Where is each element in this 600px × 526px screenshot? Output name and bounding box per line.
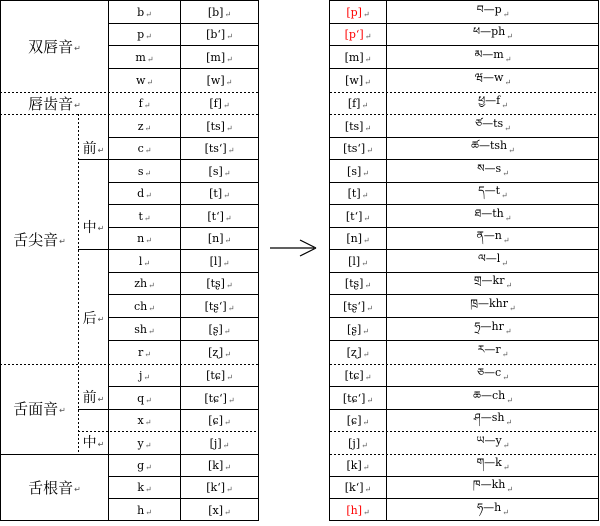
ipa-right-cell: [n] ↵ [346, 232, 370, 245]
ipa-symbol: [f] [209, 97, 222, 110]
ipa-symbol: [kʻ] [206, 481, 226, 494]
subcategory-label: 前 [82, 141, 97, 157]
category-label: 双唇音 [28, 38, 74, 56]
tibetan-cell: ཚ—tsh ↵ [387, 138, 599, 159]
latin-letter: zh [134, 277, 148, 290]
ipa-symbol: [tsʻ] [204, 142, 227, 155]
latin-letter: p [137, 28, 145, 41]
ipa-symbol: [w] [345, 74, 364, 87]
ipa-symbol: [ts] [344, 119, 364, 133]
ipa-left-cell: [ʐ] ↵ [208, 346, 231, 359]
subcategory-label: 中 [82, 435, 97, 451]
subcategory-label: 中 [82, 219, 97, 236]
ipa-symbol: [x] [208, 503, 224, 517]
ipa-symbol: [w] [206, 74, 225, 87]
ipa-left-cell: [w] ↵ [206, 74, 233, 87]
tibetan-mapping: ཅ—c [477, 366, 502, 379]
ipa-left-cell: [ɕ] ↵ [208, 414, 231, 427]
tibetan-mapping: ས—s [477, 161, 502, 175]
subcategory-middle: 中 ↵ [79, 182, 108, 271]
ipa-symbol: [l] [209, 254, 222, 268]
ipa-symbol: [b] [207, 5, 224, 19]
latin-cell: d ↵ [137, 187, 152, 200]
ipa-right-cell: [s] ↵ [347, 164, 369, 178]
ipa-symbol: [tɕʻ] [342, 391, 366, 405]
latin-letter: j [138, 369, 143, 382]
category-laminal: 舌面音 ↵ [13, 400, 66, 418]
tibetan-cell: མ—m ↵ [387, 46, 599, 68]
arrow-icon [270, 240, 316, 256]
latin-cell: l ↵ [138, 254, 151, 268]
ipa-symbol: [tʂ] [344, 277, 364, 290]
latin-letter: f [138, 97, 143, 110]
category-velar: 舌根音 ↵ [28, 478, 81, 497]
ipa-right-cell: [k] ↵ [346, 459, 370, 472]
latin-cell: r ↵ [138, 346, 151, 359]
latin-letter: ch [134, 299, 148, 313]
tibetan-mapping: ཝ—w [474, 71, 504, 84]
ipa-symbol: [p] [346, 5, 362, 19]
tibetan-cell: ལ—l ↵ [387, 250, 599, 272]
ipa-right-cell: [f] ↵ [347, 97, 369, 110]
ipa-right-cell: [p] ↵ [346, 5, 370, 19]
ipa-symbol: [k] [346, 459, 362, 472]
tibetan-mapping: ཐ—th [474, 206, 504, 220]
ipa-right-cell: [ɕ] ↵ [346, 414, 370, 427]
ipa-right-cell: [kʻ] ↵ [344, 481, 372, 494]
latin-letter: n [137, 232, 145, 245]
ipa-symbol: [tʂʻ] [343, 299, 366, 313]
latin-cell: f ↵ [138, 97, 151, 110]
ipa-left-cell: [ts] ↵ [206, 119, 233, 133]
tibetan-cell: ཕ—ph ↵ [387, 24, 599, 45]
ipa-right-cell: [tʂ] ↵ [344, 277, 372, 290]
ipa-symbol: [t] [347, 187, 361, 200]
tibetan-cell: ར—r ↵ [387, 341, 599, 364]
latin-cell: t ↵ [138, 209, 151, 223]
tibetan-cell: ཁྲ—khr ↵ [387, 295, 599, 317]
latin-cell: w ↵ [135, 74, 154, 87]
ipa-right-cell: [tɕ] ↵ [344, 369, 372, 382]
ipa-symbol: [n] [346, 232, 362, 245]
ipa-symbol: [s] [347, 164, 362, 178]
ipa-right-cell: [tʂʻ] ↵ [343, 299, 373, 313]
ipa-right-cell: [h] ↵ [346, 503, 370, 517]
ipa-right-cell: [l] ↵ [348, 254, 368, 268]
tibetan-cell: ཧྲ—hr ↵ [387, 318, 599, 340]
ipa-left-cell: [j] ↵ [209, 436, 230, 450]
tibetan-cell: ཤ—sh ↵ [387, 410, 599, 431]
tibetan-mapping: ཤ—sh [473, 411, 505, 424]
tibetan-mapping: ཙ—ts [475, 116, 504, 130]
ipa-left-cell: [s] ↵ [208, 164, 231, 178]
latin-letter: y [137, 436, 144, 450]
latin-letter: w [135, 74, 146, 87]
tibetan-cell: ཅ—c ↵ [387, 365, 599, 386]
ipa-right-cell: [tɕʻ] ↵ [342, 391, 374, 405]
tibetan-mapping: ད—t [478, 184, 501, 197]
tibetan-cell: ན—n ↵ [387, 228, 599, 249]
latin-cell: n ↵ [137, 232, 152, 245]
tibetan-cell: ཝ—w ↵ [387, 69, 599, 92]
ipa-left-cell: [t] ↵ [209, 187, 230, 200]
latin-cell: zh ↵ [134, 277, 155, 290]
latin-letter: h [137, 503, 145, 517]
tibetan-mapping: བ—p [476, 2, 502, 16]
latin-cell: c ↵ [137, 142, 152, 155]
latin-letter: s [137, 164, 144, 178]
ipa-symbol: [tʂʻ] [204, 299, 227, 313]
ipa-left-cell: [k] ↵ [208, 459, 231, 472]
latin-cell: y ↵ [137, 436, 152, 450]
tibetan-cell: གྲ—kr ↵ [387, 273, 599, 294]
latin-cell: p ↵ [137, 28, 152, 41]
tibetan-mapping: ན—n [476, 229, 502, 242]
latin-letter: r [138, 346, 144, 359]
ipa-right-cell: [pʻ] ↵ [344, 28, 372, 41]
ipa-symbol: [tɕ] [206, 369, 226, 382]
tibetan-mapping: གྲ—kr [473, 274, 505, 287]
ipa-right-cell: [tʻ] ↵ [345, 209, 371, 223]
ipa-symbol: [ʐ] [208, 346, 224, 359]
ipa-symbol: [t] [209, 187, 223, 200]
tibetan-cell: ད—t ↵ [387, 183, 599, 204]
ipa-symbol: [l] [348, 254, 361, 268]
latin-letter: q [137, 391, 145, 405]
ipa-symbol: [tsʻ] [343, 142, 366, 155]
ipa-left-cell: [f] ↵ [209, 97, 230, 110]
latin-letter: m [135, 50, 146, 64]
tibetan-mapping: ར—r [477, 343, 501, 356]
latin-letter: k [137, 481, 144, 494]
category-bilabial: 双唇音 ↵ [28, 38, 81, 56]
ipa-symbol: [ʂ] [347, 322, 362, 336]
tibetan-mapping: ཡ—y [476, 433, 502, 447]
tibetan-cell: ཙ—ts ↵ [387, 115, 599, 137]
ipa-symbol: [m] [206, 50, 226, 64]
ipa-symbol: [j] [209, 436, 222, 450]
latin-letter: l [138, 254, 143, 268]
latin-letter: d [137, 187, 145, 200]
ipa-left-cell: [tsʻ] ↵ [204, 142, 235, 155]
latin-cell: s ↵ [137, 164, 152, 178]
ipa-symbol: [j] [348, 436, 361, 450]
ipa-symbol: [kʻ] [344, 481, 364, 494]
ipa-left-cell: [tɕ] ↵ [206, 369, 233, 382]
ipa-symbol: [tʻ] [207, 209, 224, 223]
subcategory-front: 前 ↵ [79, 364, 108, 430]
category-label: 唇齿音 [28, 95, 74, 113]
latin-cell: sh ↵ [134, 322, 155, 336]
tibetan-mapping: ཕ—ph [473, 25, 506, 38]
tibetan-cell: ཐ—th ↵ [387, 205, 599, 227]
category-label: 舌根音 [28, 478, 74, 497]
ipa-left-cell: [x] ↵ [208, 503, 231, 517]
latin-letter: t [138, 209, 143, 223]
latin-letter: c [137, 142, 144, 155]
ipa-symbol: [ts] [206, 119, 225, 133]
tibetan-mapping: ཁ—kh [472, 478, 506, 491]
latin-letter: sh [134, 322, 148, 336]
ipa-left-cell: [n] ↵ [207, 232, 232, 245]
ipa-symbol: [ʐ] [346, 346, 362, 359]
ipa-left-cell: [kʻ] ↵ [206, 481, 233, 494]
tibetan-mapping: ཆ—ch [473, 388, 506, 402]
tibetan-cell: ཡ—y ↵ [387, 432, 599, 454]
category-label: 舌尖音 [13, 231, 59, 249]
tibetan-mapping: ཚ—tsh [471, 139, 508, 152]
ipa-symbol: [tɕ] [344, 369, 364, 382]
ipa-symbol: [ɕ] [208, 414, 224, 427]
tibetan-mapping: མ—m [474, 47, 504, 61]
ipa-symbol: [h] [346, 503, 362, 517]
ipa-right-cell: [j] ↵ [348, 436, 368, 450]
category-labiodental: 唇齿音 ↵ [28, 95, 81, 113]
ipa-symbol: [ʂ] [208, 322, 223, 336]
ipa-symbol: [tʂ] [206, 277, 225, 290]
tibetan-mapping: ཁྲ—khr [470, 296, 508, 310]
tibetan-cell: ཆ—ch ↵ [387, 387, 599, 409]
subcategory-front: 前 ↵ [79, 115, 108, 181]
latin-cell: h ↵ [137, 503, 152, 517]
ipa-left-cell: [b] ↵ [207, 5, 232, 19]
ipa-left-cell: [bʻ] ↵ [206, 28, 233, 41]
tibetan-mapping: ལ—l [478, 251, 501, 265]
ipa-left-cell: [l] ↵ [209, 254, 230, 268]
tibetan-cell: ག—k ↵ [387, 455, 599, 476]
tibetan-cell: ཁ—kh ↵ [387, 477, 599, 498]
tibetan-cell: ས—s ↵ [387, 160, 599, 182]
latin-letter: z [137, 119, 144, 133]
tibetan-mapping: ཧ—h [477, 500, 502, 514]
ipa-symbol: [f] [347, 97, 361, 110]
subcategory-middle: 中 ↵ [79, 431, 108, 453]
tibetan-mapping: ཧྲ—hr [474, 319, 504, 333]
latin-cell: x ↵ [137, 414, 152, 427]
ipa-right-cell: [w] ↵ [345, 74, 371, 87]
tibetan-cell: ཕྱ—f ↵ [387, 93, 599, 114]
tibetan-mapping: ག—k [476, 456, 502, 469]
ipa-left-cell: [tʂʻ] ↵ [204, 299, 235, 313]
ipa-left-cell: [tɕʻ] ↵ [204, 391, 235, 405]
ipa-symbol: [bʻ] [206, 28, 226, 41]
ipa-right-cell: [tsʻ] ↵ [343, 142, 373, 155]
ipa-symbol: [n] [207, 232, 224, 245]
latin-letter: g [137, 459, 145, 472]
ipa-symbol: [tɕʻ] [204, 391, 227, 405]
latin-cell: q ↵ [137, 391, 152, 405]
category-apical: 舌尖音 ↵ [13, 231, 66, 249]
latin-letter: b [137, 5, 145, 19]
ipa-symbol: [pʻ] [344, 28, 364, 41]
ipa-left-cell: [tʂ] ↵ [206, 277, 233, 290]
ipa-symbol: [ɕ] [346, 414, 362, 427]
ipa-symbol: [k] [208, 459, 224, 472]
ipa-right-cell: [ʂ] ↵ [347, 322, 369, 336]
ipa-right-cell: [ʐ] ↵ [346, 346, 370, 359]
latin-cell: j ↵ [138, 369, 151, 382]
ipa-symbol: [m] [344, 50, 364, 64]
ipa-right-cell: [m] ↵ [344, 50, 372, 64]
subcategory-back: 后 ↵ [79, 272, 108, 363]
latin-cell: m ↵ [135, 50, 154, 64]
subcategory-label: 后 [82, 310, 97, 327]
latin-cell: ch ↵ [134, 299, 155, 313]
latin-cell: b ↵ [137, 5, 152, 19]
ipa-left-cell: [tʻ] ↵ [207, 209, 232, 223]
latin-cell: k ↵ [137, 481, 152, 494]
latin-cell: z ↵ [137, 119, 152, 133]
ipa-symbol: [tʻ] [345, 209, 363, 223]
ipa-left-cell: [ʂ] ↵ [208, 322, 231, 336]
ipa-symbol: [s] [208, 164, 223, 178]
tibetan-cell: བ—p ↵ [387, 1, 599, 23]
tibetan-cell: ཧ—h ↵ [387, 499, 599, 521]
ipa-right-cell: [ts] ↵ [344, 119, 372, 133]
subcategory-label: 前 [82, 390, 97, 406]
category-label: 舌面音 [13, 400, 59, 418]
ipa-left-cell: [m] ↵ [206, 50, 233, 64]
tibetan-mapping: ཕྱ—f [478, 94, 501, 107]
ipa-right-cell: [t] ↵ [347, 187, 369, 200]
latin-letter: x [137, 414, 144, 427]
latin-cell: g ↵ [137, 459, 152, 472]
